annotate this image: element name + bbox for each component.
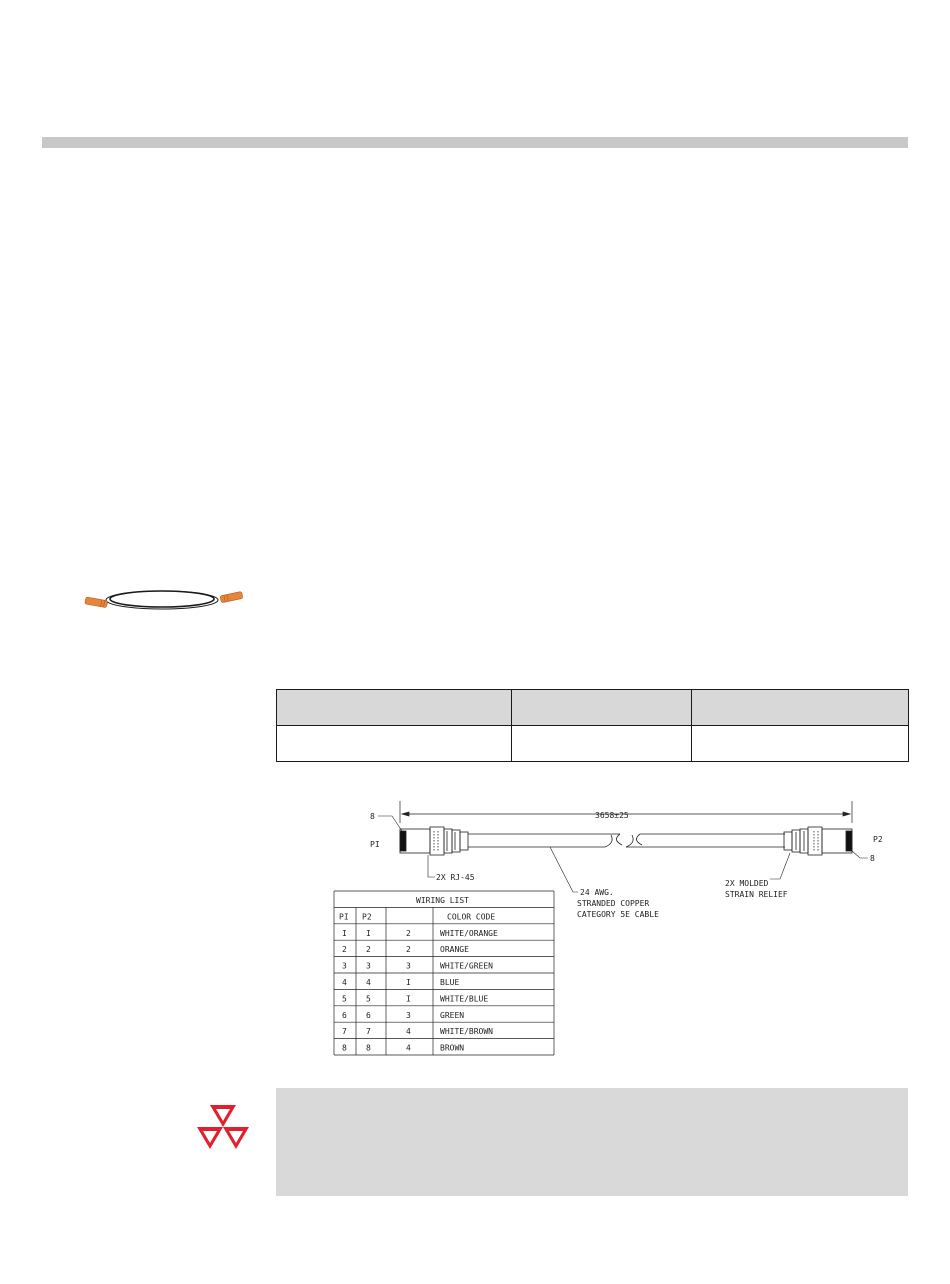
wiring-list-cell: I xyxy=(406,978,411,987)
wiring-list-cell: 4 xyxy=(406,1027,411,1037)
spec-table-header-cell xyxy=(512,690,692,726)
p1-label: PI xyxy=(370,840,380,849)
wiring-list-cell: WHITE/ORANGE xyxy=(440,928,498,938)
wiring-list-cell: 8 xyxy=(366,1043,371,1053)
left-rj45-connector xyxy=(400,827,468,855)
wiring-list-cell: ORANGE xyxy=(440,945,469,955)
wiring-list-cell: BROWN xyxy=(440,1043,465,1053)
wiring-list-cell: 8 xyxy=(342,1043,347,1053)
wiring-list-cell: 3 xyxy=(406,1010,411,1020)
spec-table-header-cell xyxy=(692,690,909,726)
wiring-list-header: P2 xyxy=(362,912,372,922)
wiring-list-cell: 2 xyxy=(342,945,347,955)
wiring-list-title: WIRING LIST xyxy=(416,896,469,905)
wiring-list-header: COLOR CODE xyxy=(447,912,496,922)
cable-leader xyxy=(550,847,578,892)
wiring-list-cell: GREEN xyxy=(440,1010,465,1020)
spec-table-cell xyxy=(692,726,909,762)
wiring-list-cell: 7 xyxy=(342,1027,347,1037)
footer-box xyxy=(276,1088,908,1196)
wiring-list-cell: 3 xyxy=(342,961,347,971)
rj45-leader xyxy=(428,855,435,877)
top-rule xyxy=(42,137,908,148)
cable-callout-line2: STRANDED COPPER xyxy=(577,899,650,908)
cable-thumbnail xyxy=(80,585,250,617)
cable-callout-line1: 24 AWG. xyxy=(580,888,614,897)
wiring-list-cell: 2 xyxy=(406,928,411,938)
wiring-list-cell: WHITE/BROWN xyxy=(440,1027,493,1037)
cable-callout-line3: CATEGORY 5E CABLE xyxy=(577,910,659,919)
wiring-list-cell: 6 xyxy=(366,1010,371,1020)
spec-table-header-row xyxy=(277,690,909,726)
wiring-list-cell: I xyxy=(342,928,347,938)
wiring-list-cell: 7 xyxy=(366,1027,371,1037)
wiring-list-cell: 4 xyxy=(366,978,371,987)
wiring-list-cell: 6 xyxy=(342,1010,347,1020)
pin8-left-leader xyxy=(378,816,402,831)
wiring-list-cell: WHITE/GREEN xyxy=(440,961,493,971)
wiring-list-cell: 4 xyxy=(406,1043,411,1053)
wiring-list-cell: 2 xyxy=(366,945,371,955)
wiring-list-cell: 5 xyxy=(366,994,371,1004)
wiring-list-cell: 2 xyxy=(406,945,411,955)
right-rj45-connector xyxy=(784,827,852,855)
pin8-left-label: 8 xyxy=(370,812,375,821)
relief-leader xyxy=(770,853,790,879)
cable-body xyxy=(468,834,785,847)
wiring-list-cell: I xyxy=(406,994,411,1004)
p2-label: P2 xyxy=(873,835,883,844)
spec-table-cell xyxy=(277,726,512,762)
length-dimension-label: 3658±25 xyxy=(595,811,629,820)
spec-table xyxy=(276,689,909,762)
wiring-list-cell: 3 xyxy=(406,961,411,971)
relief-callout-line2: STRAIN RELIEF xyxy=(725,890,788,899)
spec-table-cell xyxy=(512,726,692,762)
relief-callout-line1: 2X MOLDED xyxy=(725,879,769,888)
wiring-list-cell: I xyxy=(366,928,371,938)
spec-table-header-cell xyxy=(277,690,512,726)
wiring-list-header: PI xyxy=(339,912,349,922)
cable-drawing xyxy=(330,795,920,1070)
wiring-list-cell: 3 xyxy=(366,961,371,971)
wiring-list-cell: 5 xyxy=(342,994,347,1004)
pin8-right-label: 8 xyxy=(870,854,875,863)
company-logo xyxy=(196,1103,250,1151)
pin8-right-leader xyxy=(852,851,868,858)
rj45-callout: 2X RJ-45 xyxy=(436,873,475,882)
wiring-list-cell: BLUE xyxy=(440,978,460,987)
wiring-list-cell: WHITE/BLUE xyxy=(440,994,489,1004)
spec-table-row xyxy=(277,726,909,762)
wiring-list-table xyxy=(334,891,554,1055)
wiring-list-cell: 4 xyxy=(342,978,347,987)
